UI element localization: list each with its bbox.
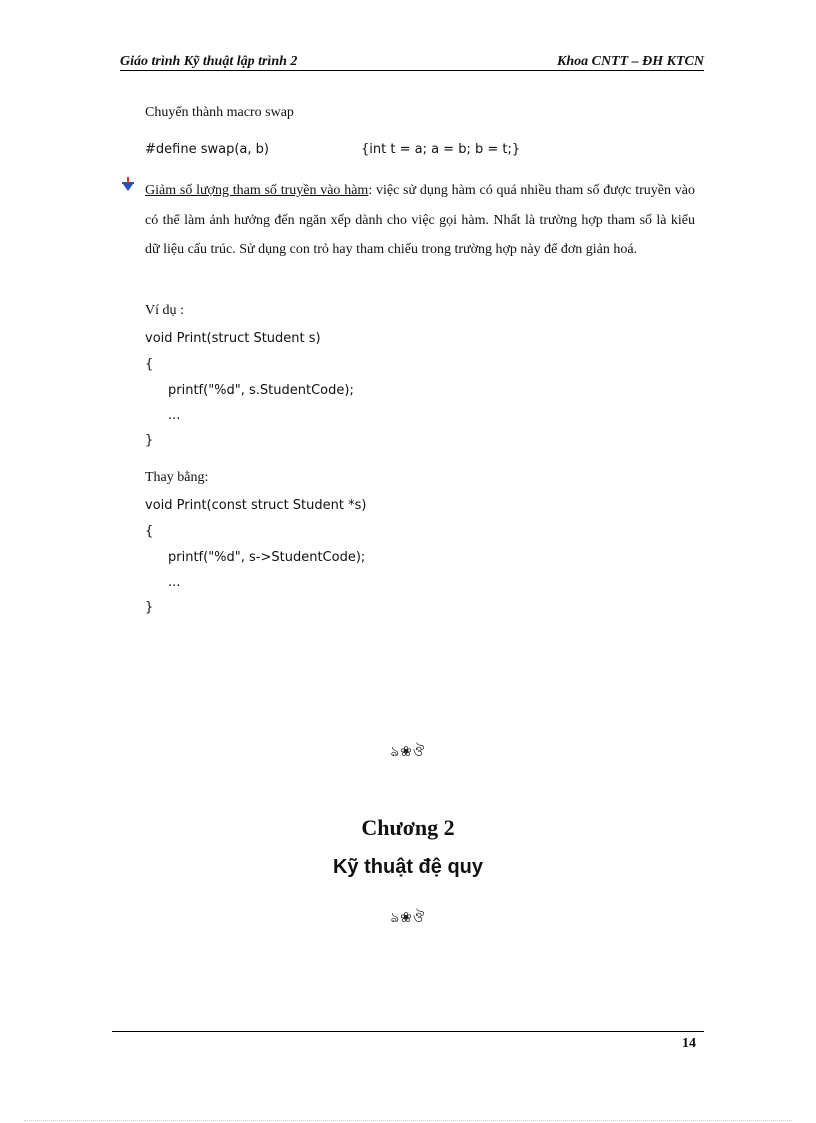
define-head: #define swap(a, b) xyxy=(145,142,269,157)
bullet-paragraph xyxy=(145,176,695,265)
code2-line: ... xyxy=(168,575,181,590)
header-right: Khoa CNTT – ĐH KTCN xyxy=(556,54,704,69)
code1-line: void Print(struct Student s) xyxy=(145,331,321,346)
footer-rule xyxy=(112,1031,704,1032)
code2-line: { xyxy=(145,524,154,539)
page-number: 14 xyxy=(682,1036,696,1051)
code1-line: } xyxy=(145,433,154,448)
bullet-text: : việc sử dụng hàm có quá nhiều tham số được truyền vào có thể làm ảnh hưởng đến ngăn xếp dành cho việc gọi hàm. Nhất là trường hợp tham số là kiểu dữ liệu cấu trúc. Sử dụng con trỏ hay tham chiếu trong trường hợp này để đơn giản hoá. xyxy=(145,183,695,257)
code1-line: ... xyxy=(168,408,181,423)
page-header xyxy=(120,54,704,71)
code2-line: printf("%d", s->StudentCode); xyxy=(168,550,366,565)
bullet-title: Giảm số lượng tham số truyền vào hàm xyxy=(145,183,369,198)
code2-line: } xyxy=(145,600,154,615)
header-left: Giáo trình Kỹ thuật lập trình 2 xyxy=(120,54,298,69)
replace-label: Thay bằng: xyxy=(145,470,209,485)
intro-text: Chuyển thành macro swap xyxy=(145,105,294,120)
code2-line: void Print(const struct Student *s) xyxy=(145,498,367,513)
down-arrow-bullet-icon xyxy=(120,176,136,192)
ornament-divider: ঌ❀ঔ xyxy=(390,911,426,926)
page-edge xyxy=(24,1120,792,1121)
code1-line: printf("%d", s.StudentCode); xyxy=(168,383,354,398)
ornament-divider: ঌ❀ঔ xyxy=(390,745,426,760)
chapter-number: Chương 2 xyxy=(361,815,455,840)
example-label: Ví dụ : xyxy=(145,303,184,318)
code1-line: { xyxy=(145,357,154,372)
chapter-title: Kỹ thuật đệ quy xyxy=(332,856,483,878)
define-body: {int t = a; a = b; b = t;} xyxy=(361,142,521,157)
